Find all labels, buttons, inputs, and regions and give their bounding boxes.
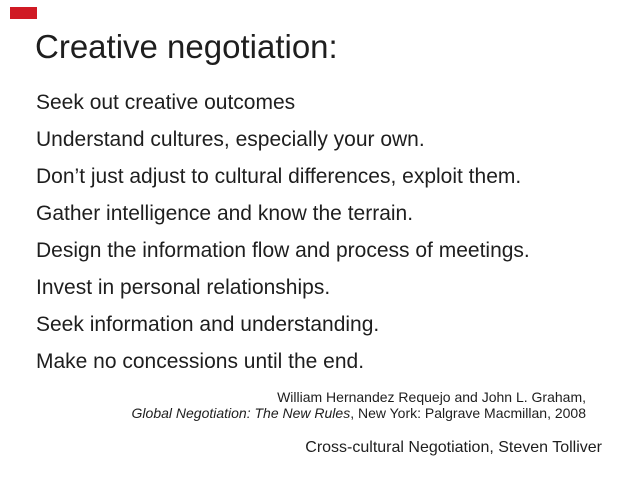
- book-citation: [132, 389, 586, 421]
- body-line: Design the information flow and process of meetings.: [36, 239, 530, 262]
- body-line: Understand cultures, especially your own.: [36, 128, 425, 151]
- citation-source: [132, 405, 586, 421]
- citation-book-title: Global Negotiation: The New Rules: [131, 405, 351, 421]
- red-marker: [10, 7, 37, 19]
- body-line: Gather intelligence and know the terrain.: [36, 202, 414, 225]
- citation-authors: William Hernandez Requejo and John L. Graham,: [277, 389, 586, 405]
- body-line: Invest in personal relationships.: [36, 276, 331, 299]
- body-line: Seek information and understanding.: [36, 313, 380, 336]
- body-line: Make no concessions until the end.: [36, 350, 365, 373]
- course-attribution: Cross-cultural Negotiation, Steven Tolliver: [305, 439, 602, 456]
- slide-title: Creative negotiation:: [35, 28, 338, 65]
- body-line: Seek out creative outcomes: [36, 91, 296, 114]
- body-line: Don’t just adjust to cultural differences, exploit them.: [36, 165, 522, 188]
- slide-body: [36, 84, 530, 380]
- citation-publisher: , New York: Palgrave Macmillan, 2008: [350, 405, 586, 421]
